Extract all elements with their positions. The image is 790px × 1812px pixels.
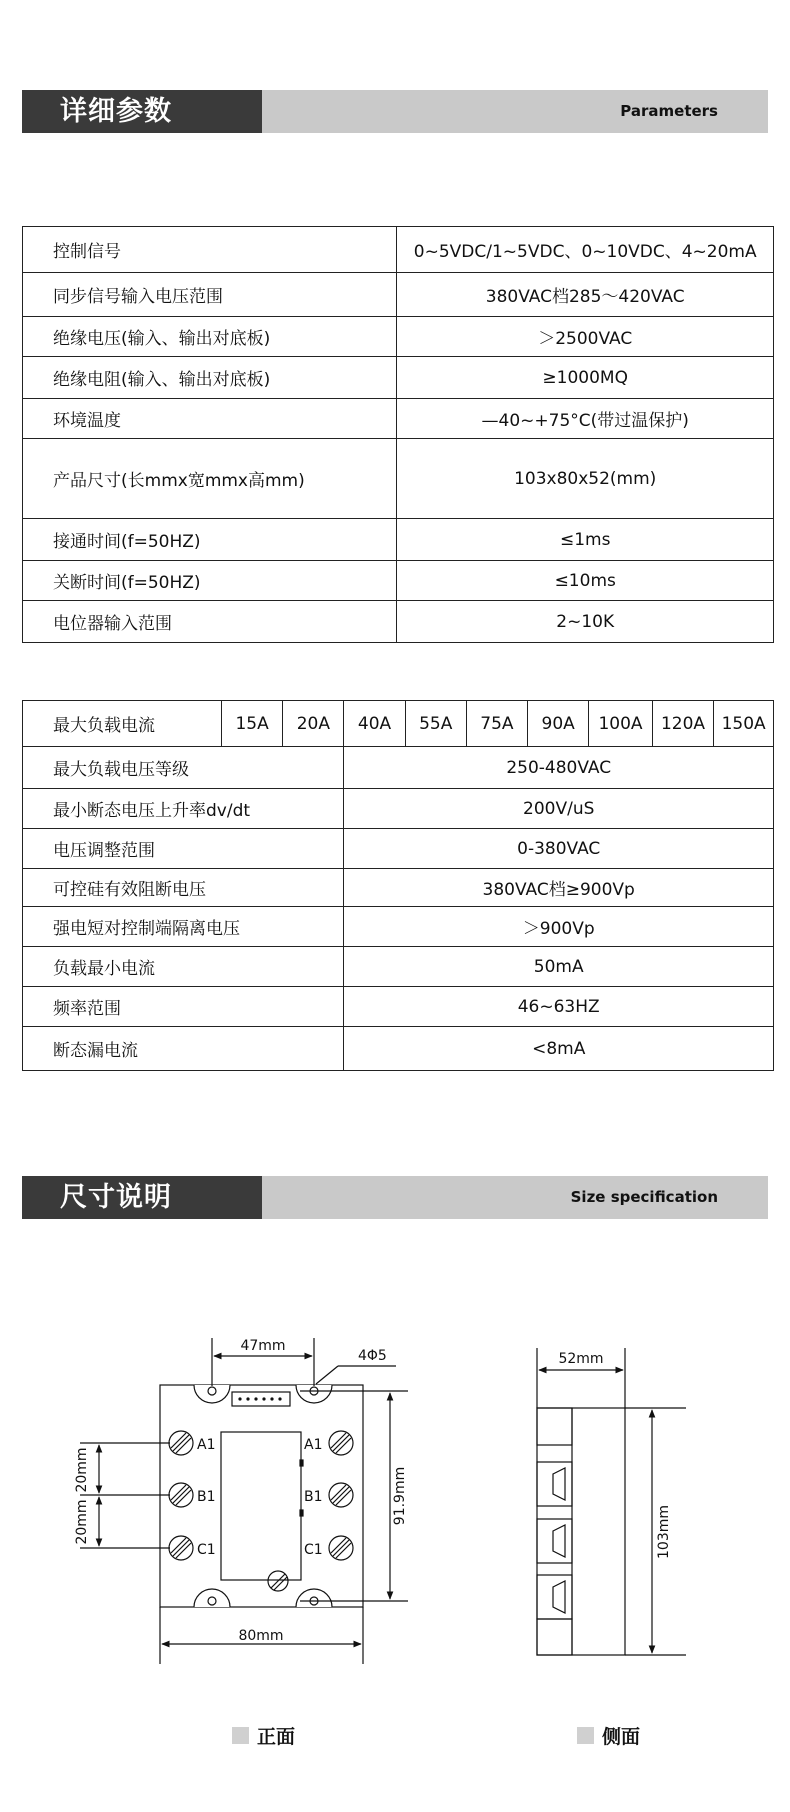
parameter-row — [23, 869, 774, 907]
parameter-value: ≥1000MQ — [397, 357, 774, 399]
terminal-label-right: C1 — [304, 1542, 323, 1558]
caption-square-icon — [577, 1727, 594, 1744]
parameter-label: 可控硅有效阻断电压 — [23, 869, 344, 907]
current-rating-cell: 55A — [405, 701, 466, 747]
dim-side-width: 52mm — [558, 1351, 604, 1367]
parameter-label: 接通时间(f=50HZ) — [23, 519, 397, 561]
current-rating-cell: 20A — [283, 701, 344, 747]
front-view — [80, 1338, 408, 1664]
parameter-row — [23, 273, 774, 317]
parameter-row — [23, 439, 774, 519]
parameter-row — [23, 601, 774, 643]
parameter-row — [23, 789, 774, 829]
parameters-table — [22, 226, 774, 643]
load-current-label: 最大负载电流 — [23, 701, 222, 747]
dim-left-upper: 20mm — [74, 1447, 90, 1493]
parameter-label: 关断时间(f=50HZ) — [23, 561, 397, 601]
parameter-value: 200V/uS — [344, 789, 774, 829]
parameter-value: 46~63HZ — [344, 987, 774, 1027]
side-view-caption — [577, 1722, 640, 1749]
parameter-value: —40~+75°C(带过温保护) — [397, 399, 774, 439]
parameter-label: 频率范围 — [23, 987, 344, 1027]
parameter-label: 断态漏电流 — [23, 1027, 344, 1071]
front-view-caption — [232, 1722, 295, 1749]
caption-square-icon — [232, 1727, 249, 1744]
terminal-label-right: A1 — [304, 1437, 323, 1453]
parameter-label: 绝缘电阻(输入、输出对底板) — [23, 357, 397, 399]
current-rating-cell: 90A — [528, 701, 589, 747]
size-subtitle: Size specification — [570, 1188, 718, 1206]
parameter-row — [23, 747, 774, 789]
parameters-subtitle: Parameters — [620, 102, 718, 120]
parameter-value: 380VAC档≥900Vp — [344, 869, 774, 907]
parameter-value: 250-480VAC — [344, 747, 774, 789]
size-header — [22, 1176, 768, 1219]
parameter-value: ＞2500VAC — [397, 317, 774, 357]
parameter-row — [23, 317, 774, 357]
current-rating-cell: 120A — [652, 701, 714, 747]
parameter-row — [23, 399, 774, 439]
dim-top-width: 47mm — [240, 1338, 286, 1354]
parameter-value: <8mA — [344, 1027, 774, 1071]
parameters-header — [22, 90, 768, 133]
parameter-label: 绝缘电压(输入、输出对底板) — [23, 317, 397, 357]
parameter-label: 同步信号输入电压范围 — [23, 273, 397, 317]
parameter-value: ＞900Vp — [344, 907, 774, 947]
parameter-value: ≤1ms — [397, 519, 774, 561]
parameter-label: 控制信号 — [23, 227, 397, 273]
parameters-title: 详细参数 — [22, 90, 262, 133]
dim-bottom-width: 80mm — [238, 1628, 284, 1644]
parameter-value: 2~10K — [397, 601, 774, 643]
front-view-caption-text: 正面 — [257, 1726, 296, 1748]
dim-left-lower: 20mm — [74, 1499, 90, 1545]
size-title: 尺寸说明 — [22, 1176, 262, 1219]
current-rating-cell: 100A — [589, 701, 653, 747]
side-view-caption-text: 侧面 — [602, 1726, 641, 1748]
parameter-label: 最大负载电压等级 — [23, 747, 344, 789]
dim-side-height: 103mm — [656, 1505, 672, 1559]
dim-hole: 4Φ5 — [358, 1348, 387, 1364]
parameter-row — [23, 987, 774, 1027]
side-view — [537, 1348, 686, 1655]
current-rating-cell: 15A — [222, 701, 283, 747]
parameter-value: 50mA — [344, 947, 774, 987]
parameter-value: ≤10ms — [397, 561, 774, 601]
parameter-row — [23, 1027, 774, 1071]
parameter-label: 最小断态电压上升率dv/dt — [23, 789, 344, 829]
terminal-label-left: C1 — [197, 1542, 216, 1558]
terminal-screws — [169, 1431, 353, 1591]
terminal-label-left: A1 — [197, 1437, 216, 1453]
parameter-label: 环境温度 — [23, 399, 397, 439]
load-current-table — [22, 700, 774, 1071]
current-rating-cell: 75A — [466, 701, 527, 747]
parameter-label: 电压调整范围 — [23, 829, 344, 869]
parameter-row — [23, 519, 774, 561]
parameter-value: 0-380VAC — [344, 829, 774, 869]
front-body — [160, 1385, 363, 1607]
dim-height: 91.9mm — [392, 1466, 408, 1526]
dimension-drawing — [0, 1300, 790, 1812]
parameter-label: 强电短对控制端隔离电压 — [23, 907, 344, 947]
parameter-row — [23, 561, 774, 601]
current-rating-cell: 150A — [714, 701, 774, 747]
parameter-label: 产品尺寸(长mmx宽mmx高mm) — [23, 439, 397, 519]
center-module — [221, 1432, 301, 1580]
parameter-row — [23, 829, 774, 869]
parameter-value: 380VAC档285～420VAC — [397, 273, 774, 317]
load-current-header-row — [23, 701, 774, 747]
parameter-value: 0~5VDC/1~5VDC、0~10VDC、4~20mA — [397, 227, 774, 273]
parameter-row — [23, 947, 774, 987]
terminal-label-left: B1 — [197, 1489, 216, 1505]
terminal-label-right: B1 — [304, 1489, 323, 1505]
parameter-row — [23, 357, 774, 399]
parameter-label: 负载最小电流 — [23, 947, 344, 987]
parameter-label: 电位器输入范围 — [23, 601, 397, 643]
parameter-row — [23, 907, 774, 947]
parameter-row — [23, 227, 774, 273]
current-rating-cell: 40A — [344, 701, 405, 747]
parameter-value: 103x80x52(mm) — [397, 439, 774, 519]
